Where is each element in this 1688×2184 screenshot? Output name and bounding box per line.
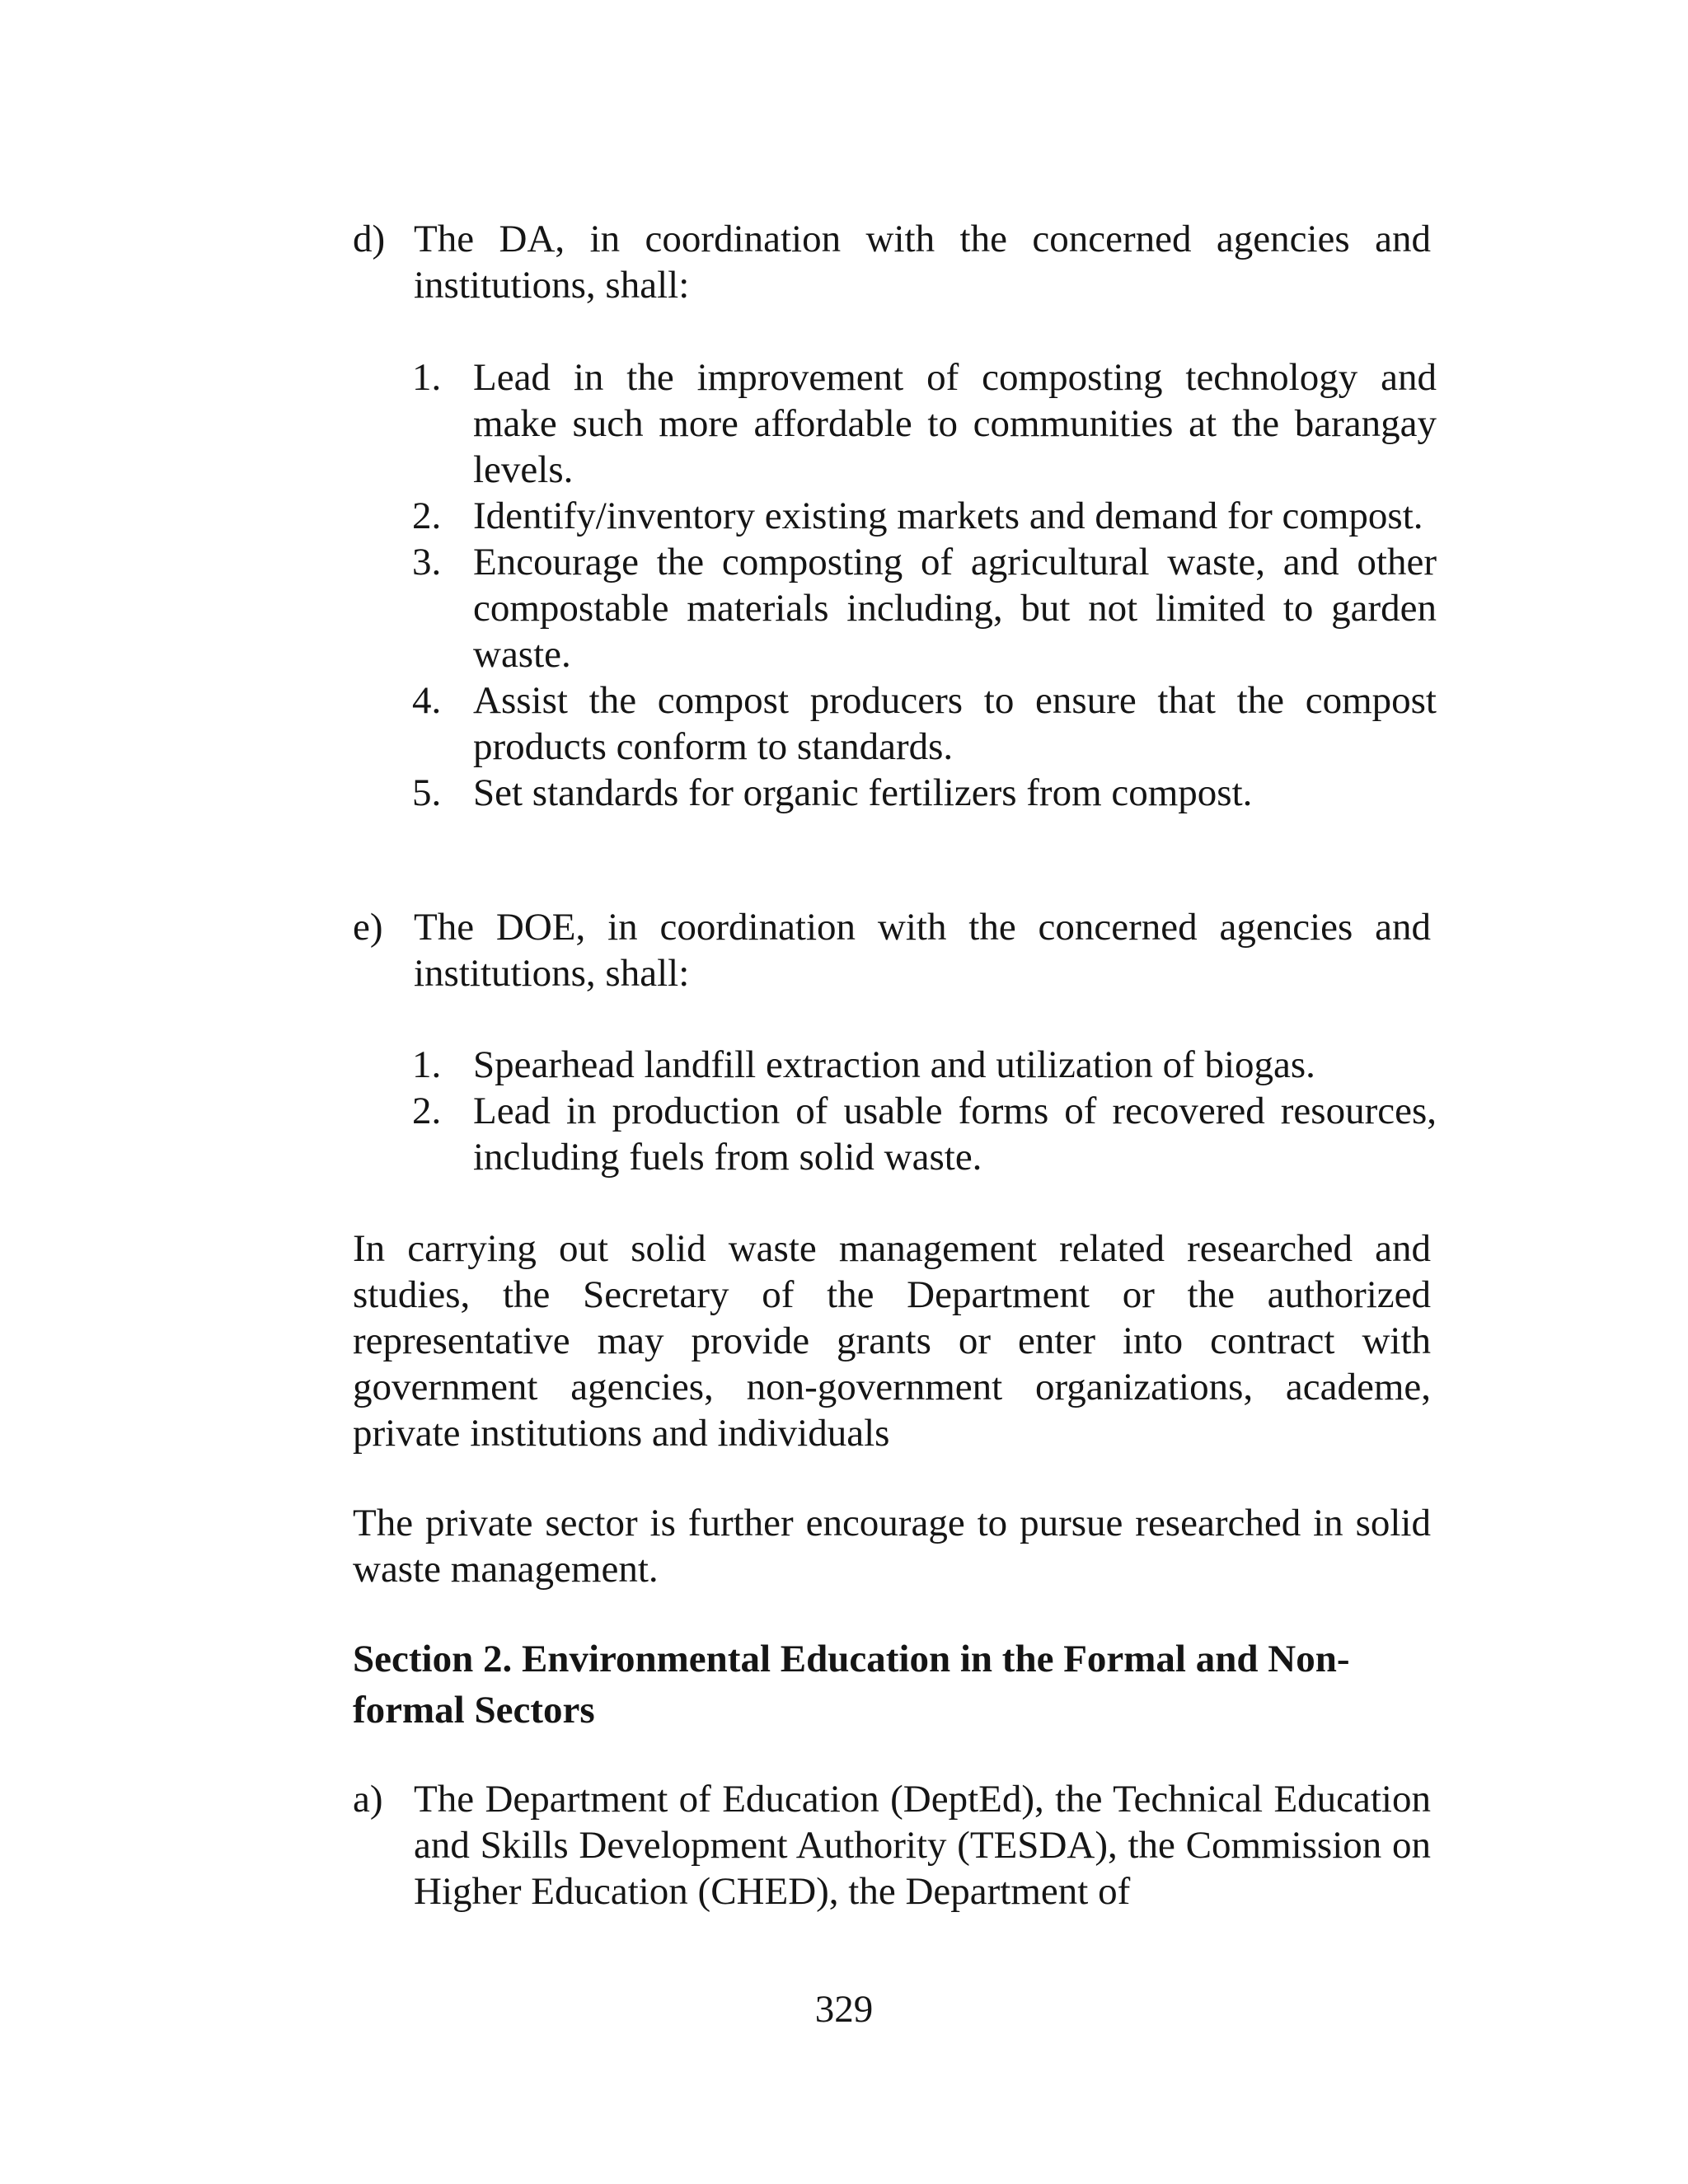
list-marker-d: d): [353, 218, 386, 260]
list-item-a-text: The Department of Education (DeptEd), the Technical Education and Skills Development Authority (TESDA), the Commission on Higher Education (CHED), the Department of: [414, 1778, 1431, 1913]
sublist-number: 3.: [412, 541, 442, 583]
sublist-d-item-4: [412, 677, 1437, 770]
sublist-d: [412, 354, 1437, 816]
sublist-number: 4.: [412, 679, 442, 722]
sublist-d-item-1: [412, 354, 1437, 493]
sublist-d-item-2: [412, 493, 1437, 539]
sublist-d-item-5: [412, 770, 1437, 816]
sublist-text: Lead in the improvement of composting technology and make such more affordable to communities at the barangay levels.: [473, 356, 1437, 491]
paragraph-private-sector: The private sector is further encourage to pursue researched in solid waste management.: [353, 1502, 1431, 1591]
sublist-text: Identify/inventory existing markets and demand for compost.: [473, 494, 1423, 537]
sublist-e-item-1: [412, 1042, 1437, 1088]
sublist-e-item-2: [412, 1088, 1437, 1180]
list-item-d-text: The DA, in coordination with the concerned agencies and institutions, shall:: [414, 218, 1431, 307]
paragraph-research: In carrying out solid waste management related researched and studies, the Secretary of the Department or the authorized representative may provide grants or enter into contract with government agencies, non-government organizations, academe, private institutions and individuals: [353, 1227, 1431, 1455]
sublist-number: 2.: [412, 1090, 442, 1132]
sublist-e: [412, 1042, 1437, 1180]
sublist-text: Encourage the composting of agricultural waste, and other compostable materials including, but not limited to garden waste.: [473, 541, 1437, 676]
sublist-text: Set standards for organic fertilizers from compost.: [473, 771, 1253, 814]
list-item-e-text: The DOE, in coordination with the concerned agencies and institutions, shall:: [414, 906, 1431, 995]
list-item-a: [353, 1776, 1431, 1915]
sublist-number: 5.: [412, 771, 442, 814]
section-heading: Section 2. Environmental Education in the Formal and Non-formal Sectors: [353, 1638, 1350, 1732]
sublist-number: 1.: [412, 1043, 442, 1086]
list-marker-a: a): [353, 1778, 383, 1821]
sublist-d-item-3: [412, 539, 1437, 677]
sublist-text: Assist the compost producers to ensure that the compost products conform to standards.: [473, 679, 1437, 768]
sublist-text: Spearhead landfill extraction and utilization of biogas.: [473, 1043, 1315, 1086]
sublist-number: 2.: [412, 494, 442, 537]
list-item-d: [353, 216, 1431, 308]
sublist-number: 1.: [412, 356, 442, 399]
page-number: 329: [814, 1988, 874, 2031]
list-marker-e: e): [353, 906, 383, 949]
list-item-e: [353, 904, 1431, 996]
sublist-text: Lead in production of usable forms of recovered resources, including fuels from solid waste.: [473, 1090, 1437, 1179]
